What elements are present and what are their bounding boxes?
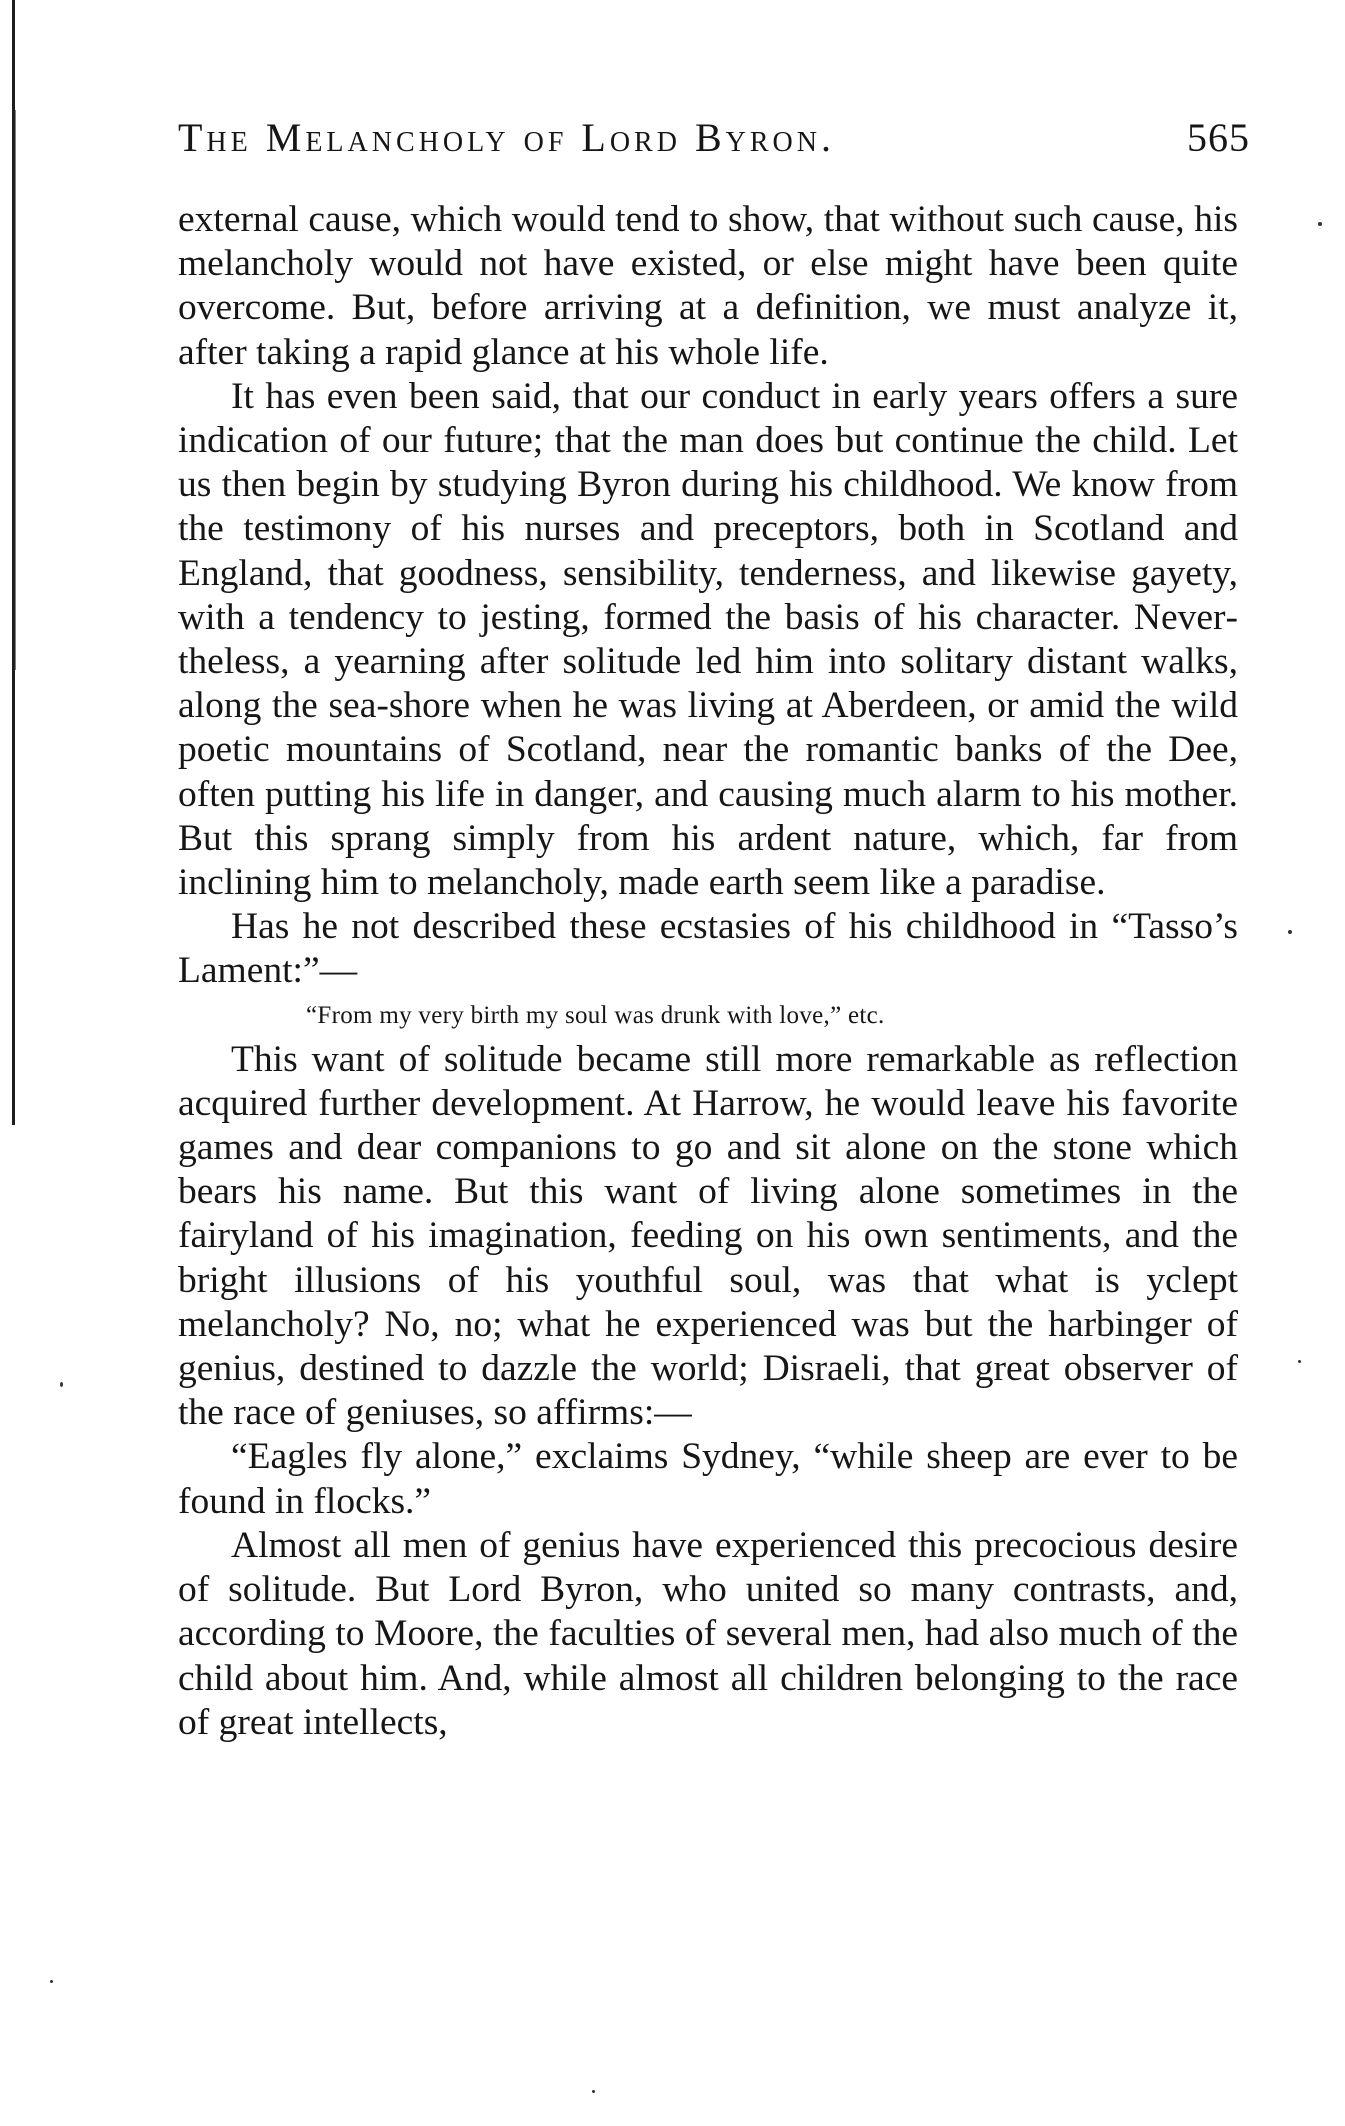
scan-speck <box>50 1980 53 1983</box>
paragraph: Almost all men of genius have experienced this precocious desire of solitude. But Lord Byron, who united so many contrasts, and, according to Moore, the faculties of several men, had also much of the child about him. And, while almost all children belonging to the race of great intellects, <box>178 1524 1238 1743</box>
scan-edge-line-shadow <box>14 110 16 670</box>
block-quote: “From my very birth my soul was drunk with love,” etc. <box>306 1001 885 1029</box>
scan-speck <box>1288 930 1292 934</box>
paragraph: external cause, which would tend to show, that without such cause, his melancholy would not have existed, or else might have been quite overcome. But, before arriving at a definition, we must analyze it, after taking a rapid glance at his whole life. <box>178 199 1238 373</box>
paragraph: “Eagles fly alone,” exclaims Sydney, “while sheep are ever to be found in flocks.” <box>178 1436 1238 1522</box>
paragraph: It has even been said, that our conduct in early years offers a sure indication of our future; that the man does but continue the child. Let us then begin by studying Byron during his childhood. We know from the testimony of his nurses and preceptors, both in Scotland and England, that goodness, sensibility, tenderness, and likewise gayety, with a tendency to jesting, formed the basis of his character. Nevertheless, a yearning after solitude led him into solitary distant walks, along the sea-shore when he was living at Aberdeen, or amid the wild poetic mountains of Scotland, near the romantic banks of the Dee, often putting his life in danger, and causing much alarm to his mother. But this sprang simply from his ardent nature, which, far from inclining him to melancholy, made earth seem like a paradise. <box>178 375 1238 904</box>
scan-speck <box>1298 1360 1301 1363</box>
running-header <box>178 108 1250 168</box>
page-number: 565 <box>1187 115 1250 160</box>
scan-speck <box>592 2090 595 2093</box>
paragraph: Has he not described these ecstasies of his childhood in “Tasso’s Lament:”— <box>178 906 1238 992</box>
page-body <box>178 198 1238 1745</box>
running-title: The Melancholy of Lord Byron. <box>178 115 835 160</box>
scan-speck <box>60 1382 63 1387</box>
scan-speck <box>1318 222 1322 226</box>
paragraph: This want of solitude became still more remarkable as reflection acquired further development. At Harrow, he would leave his favorite games and dear companions to go and sit alone on the stone which bears his name. But this want of living alone sometimes in the fairyland of his imagination, feeding on his own sentiments, and the bright illusions of his youthful soul, was that what is yclept melancholy? No, no; what he experienced was but the harbinger of genius, destined to dazzle the world; Disraeli, that great observer of the race of geniuses, so affirms:— <box>178 1038 1238 1434</box>
